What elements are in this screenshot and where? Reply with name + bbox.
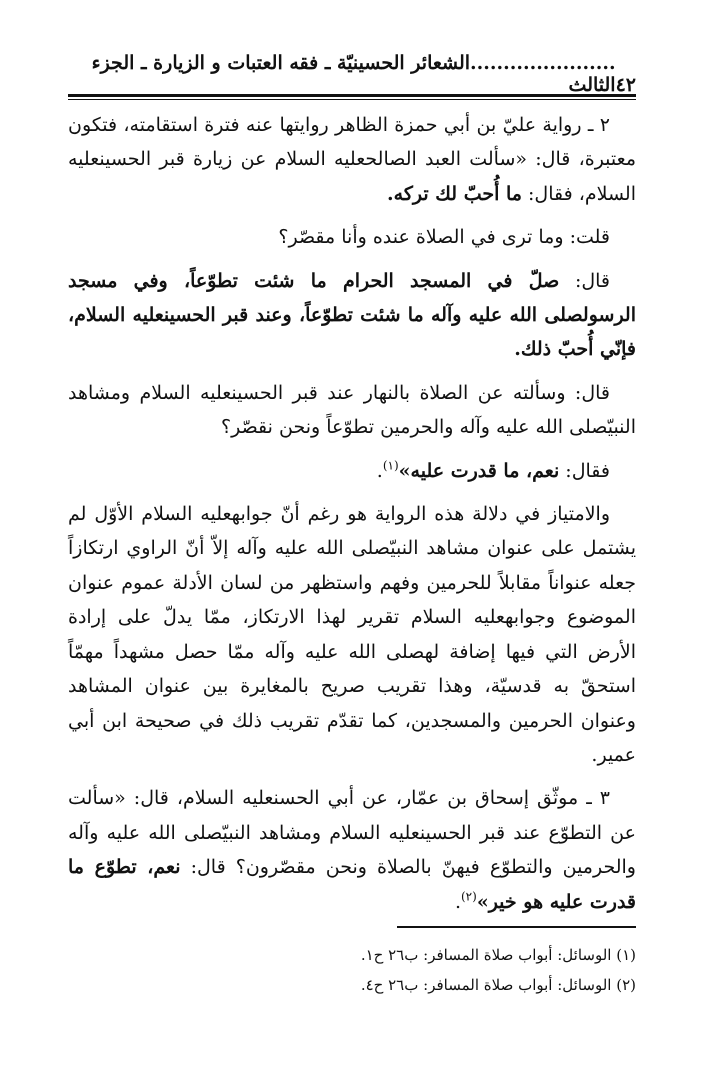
paragraph-commentary: والامتياز في دلالة هذه الرواية هو رغم أنّ جوابهعليه السلام الأوّل لم يشتمل على عنوان مشاهد النبيّصلى الله عليه وآله إلاّ أنّ الراوي ارتكازاً جعله عنواناً مقابلاً للحرمين وفهم واستظهر من لسان الأدلة عموم عنوان الموضوع وجوابهعليه السلام تقرير لهذا الارتكاز، ممّا يدلّ على إرادة الأرض التي فيها إضافة لهصلى الله عليه وآله ممّا حصل مشهداً مهمّاً استحقّ به قدسيّة، وهذا تقريب صريح بالمغايرة بين عنوان المشاهد وعنوان الحرمين والمسجدين، كما تقدّم تقريب ذلك في صحيحة ابن أبي عمير. [68, 503, 636, 766]
page-header [68, 52, 636, 96]
footnote-1: (١) الوسائل: أبواب صلاة المسافر: ب٢٦ ح١. [360, 946, 636, 964]
paragraph-second-answer: فقال: نعم، ما قدرت عليه»$^{(١)}$. [376, 458, 610, 482]
footnotes [68, 940, 636, 1000]
footnote-2: (٢) الوسائل: أبواب صلاة المسافر: ب٢٦ ح٤. [360, 976, 636, 994]
footnote-ref-2: (٢) [460, 889, 477, 904]
paragraph-question: قلت: وما ترى في الصلاة عنده وأنا مقصّر؟ [278, 226, 610, 249]
paragraph-answer: قال: صلّ في المسجد الحرام ما شئت تطوّعاً، وفي مسجد الرسولصلى الله عليه وآله ما شئت تطوّعاً، وعند قبر الحسينعليه السلام، فإنّي أُحبّ ذلك. [68, 269, 636, 361]
footnote-ref-1: (١) [382, 458, 399, 473]
footnote-rule [397, 926, 636, 928]
paragraph-narration-2: ٢ ـ رواية عليّ بن أبي حمزة الظاهر روايتها عنه فترة استقامته، فتكون معتبرة، قال: «سألت العبد الصالحعليه السلام عن زيارة قبر الحسينعليه السلام، فقال: ما أُحبّ لك تركه. [68, 114, 636, 205]
body-text [68, 108, 636, 928]
paragraph-second-question: قال: وسألته عن الصلاة بالنهار عند قبر الحسينعليه السلام ومشاهد النبيّصلى الله عليه وآله والحرمين تطوّعاً ونحن نقصّر؟ [68, 381, 636, 439]
page-number: ٤٢ [615, 74, 636, 96]
running-title: ......................الشعائر الحسينيّة ـ فقه العتبات و الزيارة ـ الجزء الثالث [91, 52, 616, 96]
paragraph-narration-3: ٣ ـ موثّق إسحاق بن عمّار، عن أبي الحسنعليه السلام، قال: «سألت عن التطوّع عند قبر الحسينعليه السلام ومشاهد النبيّصلى الله عليه وآله والحرمين والتطوّع فيهنّ بالصلاة ونحن مقصّرون؟ قال: نعم، تطوّع ما قدرت عليه هو خير»$^{(٢)}$. [68, 787, 636, 913]
header-rule [68, 94, 636, 100]
